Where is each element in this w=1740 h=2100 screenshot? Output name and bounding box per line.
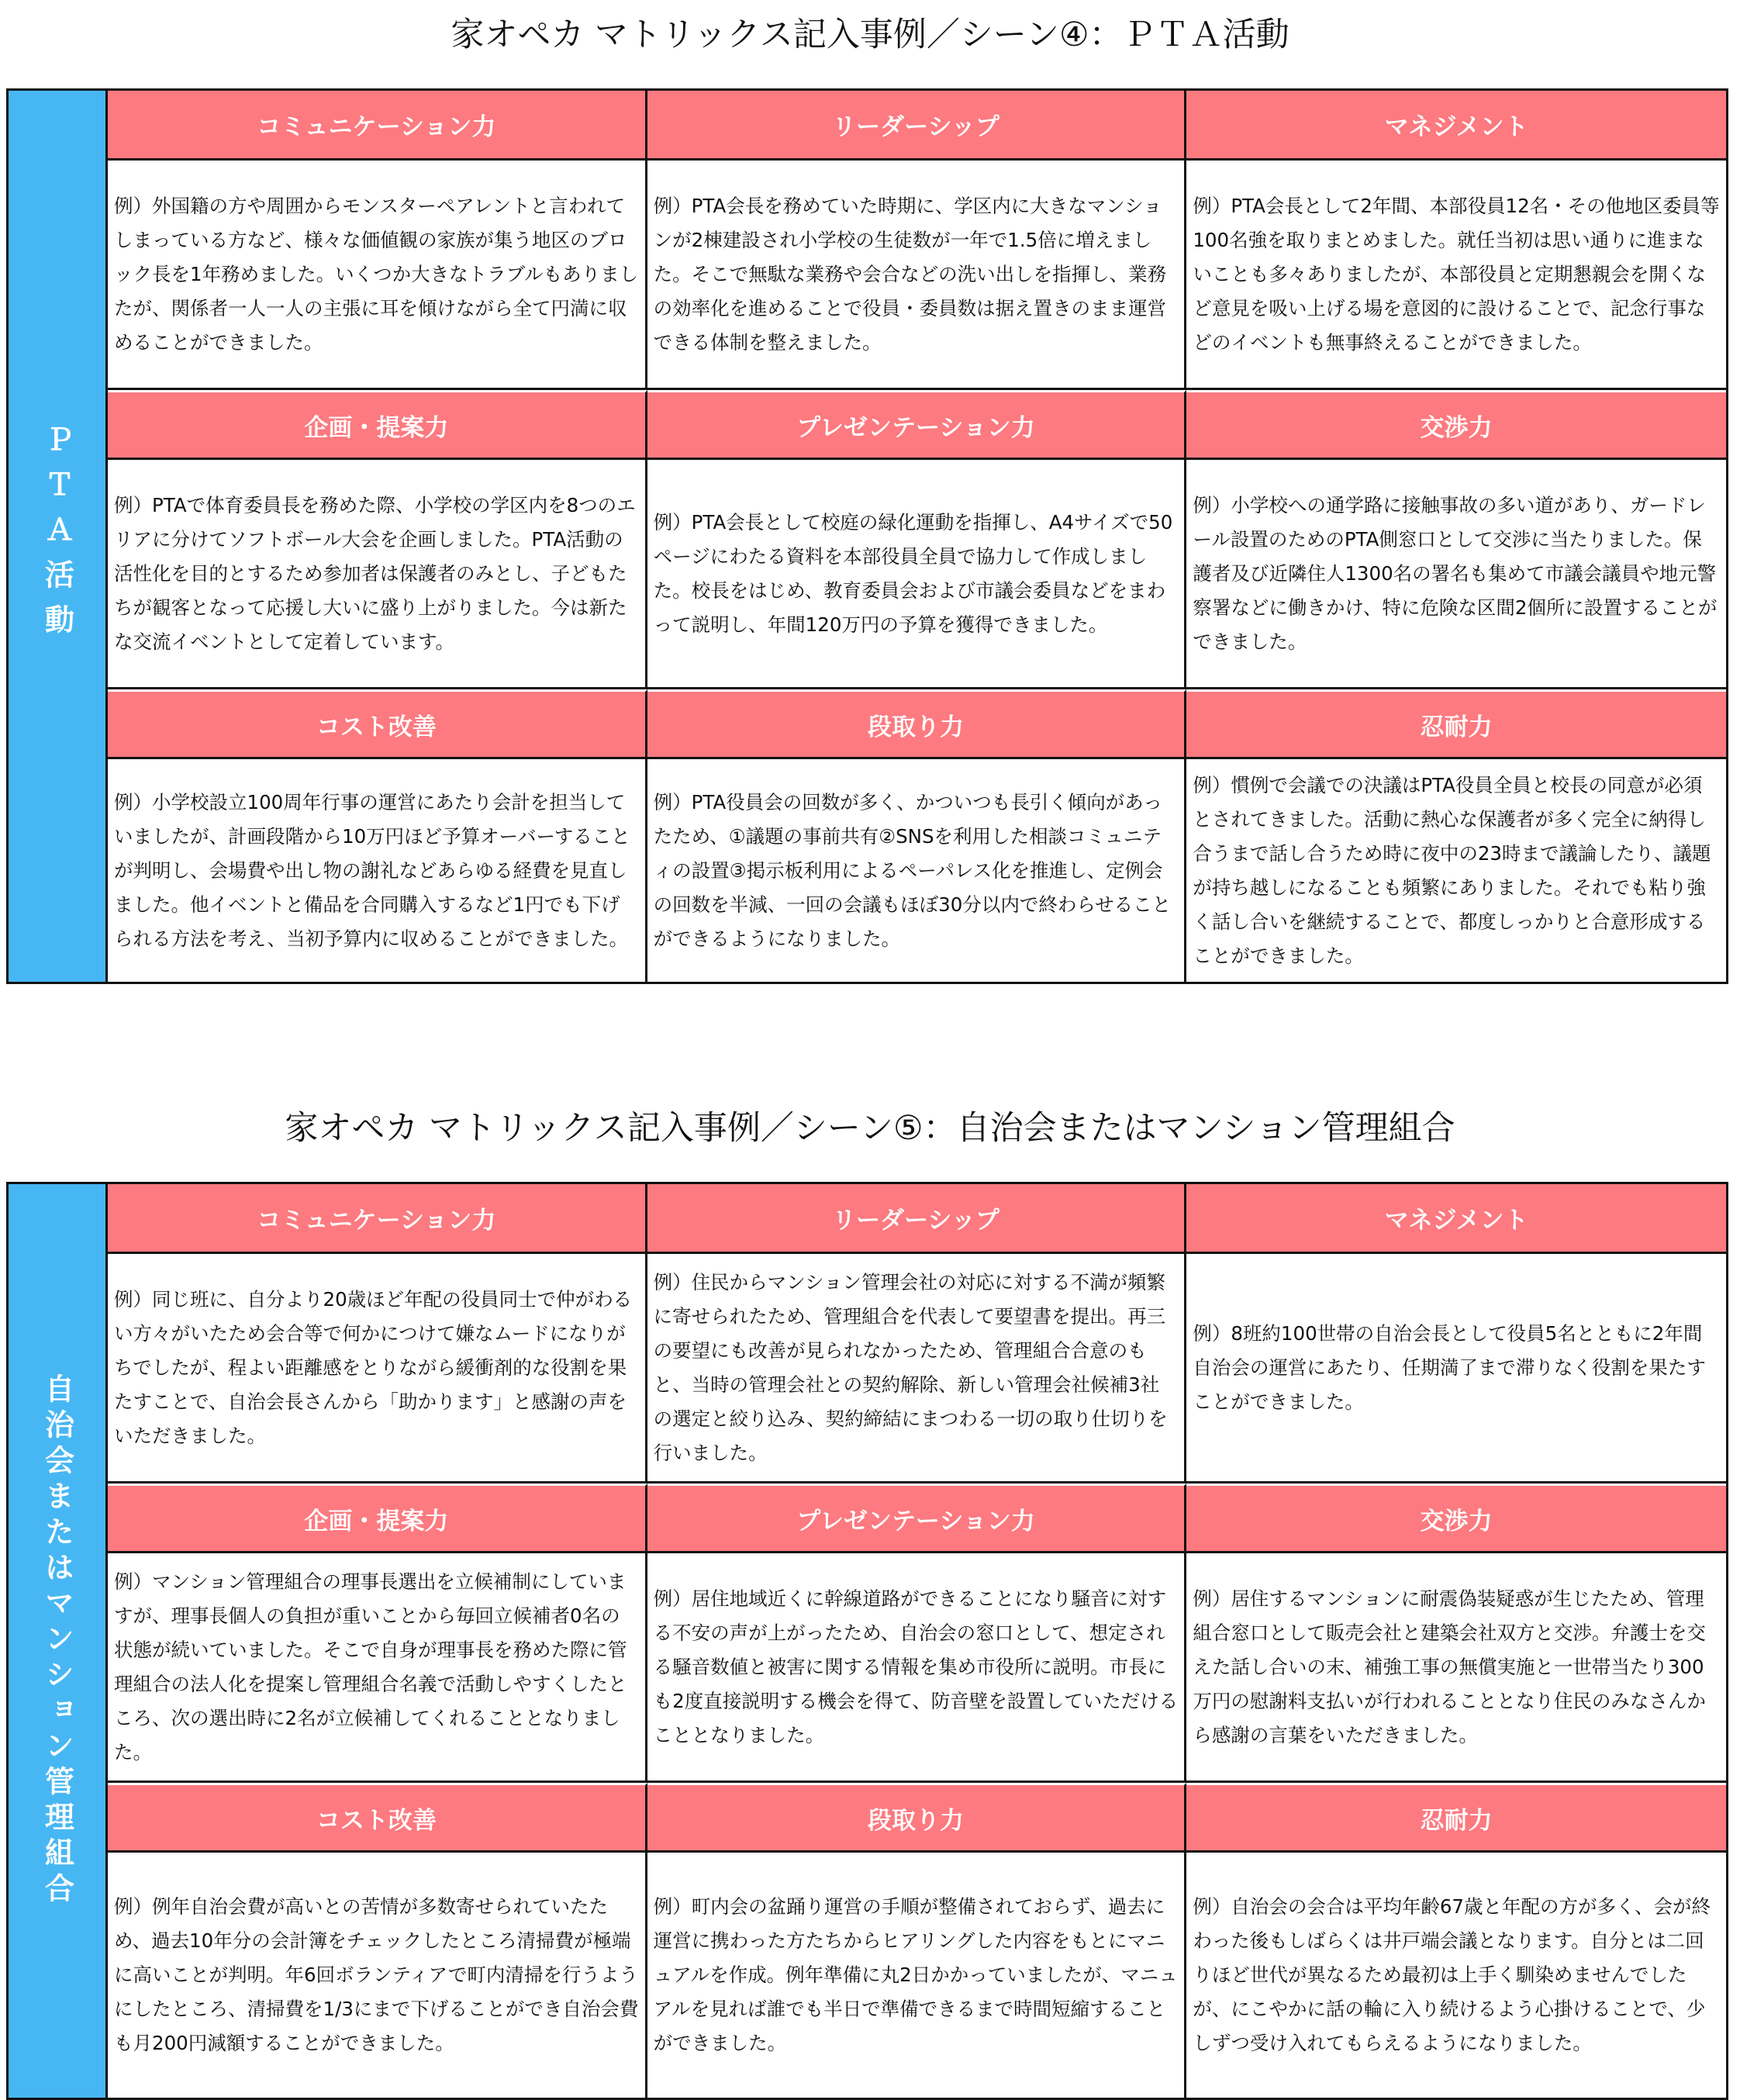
skill-heading-negotiation: 交渉力 <box>1186 1483 1726 1553</box>
example-planning <box>108 460 647 689</box>
example-presentation <box>647 1553 1187 1783</box>
section-title: 家オペカ マトリックス記入事例／シーン④：ＰＴＡ活動 <box>451 16 1289 54</box>
example-text: 例）町内会の盆踊り運営の手順が整備されておらず、過去に運営に携わった方たちからヒアリングした内容をもとにマニュアルを作成。例年準備に丸2日かかっていましたが、マニュアルを見れば誰でも半日で準備できるまで時間短縮することができました。 <box>653 1895 1178 2054</box>
example-communication <box>108 161 647 390</box>
example-text: 例）住民からマンション管理会社の対応に対する不満が頻繁に寄せられたため、管理組合を代表して要望書を提出。再三の要望にも改善が見られなかったため、管理組合合意のもと、当時の管理会社との契約解除、新しい管理会社候補3社の選定と絞り込み、契約締結にまつわる一切の取り仕切りを行いました。 <box>653 1270 1168 1464</box>
example-communication <box>108 1254 647 1483</box>
scene-side-label <box>9 1184 108 2098</box>
example-planning <box>108 1553 647 1783</box>
skill-heading-cost: コスト改善 <box>108 689 647 759</box>
skill-heading-negotiation: 交渉力 <box>1186 390 1726 460</box>
example-presentation <box>647 460 1187 689</box>
example-text: 例）PTA会長として2年間、本部役員12名・その他地区委員等100名強を取りまとめました。就任当初は思い通りに進まないことも多々ありましたが、本部役員と定期懇親会を開くなど意見を吸い上げる場を意図的に設けることで、記念行事などのイベントも無事終えることができました。 <box>1193 194 1720 354</box>
skill-heading-planning: 企画・提案力 <box>108 1483 647 1553</box>
example-cost <box>108 759 647 982</box>
example-negotiation <box>1186 1553 1726 1783</box>
skill-heading-communication: コミュニケーション力 <box>108 91 647 161</box>
example-arrangement <box>647 1853 1187 2098</box>
example-text: 例）小学校への通学路に接触事故の多い道があり、ガードレール設置のためのPTA側窓口として交渉に当たりました。保護者及び近隣住人1300名の署名も集めて市議会議員や地元警察署などに働きかけ、特に危険な区間2個所に設置することができました。 <box>1193 493 1718 653</box>
example-text: 例）居住するマンションに耐震偽装疑惑が生じたため、管理組合窓口として販売会社と建築会社双方と交渉。弁護士を交えた話し合いの末、補強工事の無償実施と一世帯当たり300万円の慰謝料支払いが行われることとなり住民のみなさんから感謝の言葉をいただきました。 <box>1193 1587 1706 1746</box>
example-text: 例）慣例で会議での決議はPTA役員全員と校長の同意が必須とされてきました。活動に熱心な保護者が多く完全に納得し合うまで話し合うため時に夜中の23時まで議論したり、議題が持ち越しになることも頻繁にありました。それでも粘り強く話し合いを継続することで、都度しっかりと合意形成することができました。 <box>1193 773 1711 967</box>
example-text: 例）外国籍の方や周囲からモンスターペアレントと言われてしまっている方など、様々な価値観の家族が集う地区のブロック長を1年務めました。いくつか大きなトラブルもありましたが、関係者一人一人の主張に耳を傾けながら全て円満に収めることができました。 <box>114 194 639 354</box>
skill-heading-cost: コスト改善 <box>108 1783 647 1853</box>
example-negotiation <box>1186 460 1726 689</box>
example-cost <box>108 1853 647 2098</box>
example-text: 例）自治会の会合は平均年齢67歳と年配の方が多く、会が終わった後もしばらくは井戸端会議となります。自分とは二回りほど世代が異なるため最初は上手く馴染めませんでしたが、にこやかに話の輪に入り続けるよう心掛けることで、少しずつ受け入れてもらえるようになりました。 <box>1193 1895 1711 2054</box>
example-arrangement <box>647 759 1187 982</box>
skill-heading-presentation: プレゼンテーション力 <box>647 1483 1187 1553</box>
example-text: 例）PTA会長として校庭の緑化運動を指揮し、A4サイズで50ページにわたる資料を本部役員全員で協力して作成しました。校長をはじめ、教育委員会および市議会委員などをまわって説明し、年間120万円の予算を獲得できました。 <box>653 510 1173 636</box>
example-management <box>1186 1254 1726 1483</box>
example-leadership <box>647 161 1187 390</box>
example-text: 例）居住地域近くに幹線道路ができることになり騒音に対する不安の声が上がったため、自治会の窓口として、想定される騒音数値と被害に関する情報を集め市役所に説明。市長にも2度直接説明する機会を得て、防音壁を設置していただけることとなりました。 <box>653 1587 1179 1746</box>
skill-heading-patience: 忍耐力 <box>1186 1783 1726 1853</box>
matrix-grid <box>108 1184 1726 2098</box>
matrix-grid <box>108 91 1726 982</box>
example-patience <box>1186 759 1726 982</box>
scene-label-text: 自治会またはマンション管理組合 <box>40 1373 74 1908</box>
skill-heading-patience: 忍耐力 <box>1186 689 1726 759</box>
skill-matrix <box>6 88 1728 984</box>
example-leadership <box>647 1254 1187 1483</box>
example-text: 例）PTA会長を務めていた時期に、学区内に大きなマンションが2棟建設され小学校の生徒数が一年で1.5倍に増えました。そこで無駄な業務や会合などの洗い出しを指揮し、業務の効率化を進めることで役員・委員数は据え置きのまま運営できる体制を整えました。 <box>653 194 1167 354</box>
scene-label-text: ＰＴＡ活動 <box>40 423 74 649</box>
example-patience <box>1186 1853 1726 2098</box>
example-text: 例）例年自治会費が高いとの苦情が多数寄せられていたため、過去10年分の会計簿をチェックしたところ清掃費が極端に高いことが判明。年6回ボランティアで町内清掃を行うようにしたところ、清掃費を1/3にまで下げることができ自治会費も月200円減額することができました。 <box>114 1895 639 2054</box>
skill-heading-management: マネジメント <box>1186 91 1726 161</box>
skill-heading-management: マネジメント <box>1186 1184 1726 1254</box>
skill-heading-arrangement: 段取り力 <box>647 1783 1187 1853</box>
skill-heading-leadership: リーダーシップ <box>647 91 1187 161</box>
example-management <box>1186 161 1726 390</box>
section-title: 家オペカ マトリックス記入事例／シーン⑤：自治会またはマンション管理組合 <box>285 1109 1455 1148</box>
skill-heading-planning: 企画・提案力 <box>108 390 647 460</box>
skill-heading-leadership: リーダーシップ <box>647 1184 1187 1254</box>
skill-heading-communication: コミュニケーション力 <box>108 1184 647 1254</box>
example-text: 例）PTA役員会の回数が多く、かついつも長引く傾向があったため、①議題の事前共有②SNSを利用した相談コミュニティの設置③掲示板利用によるペーパレス化を推進し、定例会の回数を半減、一回の会議もほぼ30分以内で終わらせることができるようになりました。 <box>653 790 1172 950</box>
skill-heading-arrangement: 段取り力 <box>647 689 1187 759</box>
example-text: 例）PTAで体育委員長を務めた際、小学校の学区内を8つのエリアに分けてソフトボール大会を企画しました。PTA活動の活性化を目的とするため参加者は保護者のみとし、子どもたちが観客となって応援し大いに盛り上がりました。今は新たな交流イベントとして定着しています。 <box>114 493 636 653</box>
example-text: 例）マンション管理組合の理事長選出を立候補制にしていますが、理事長個人の負担が重いことから毎回立候補者0名の状態が続いていました。そこで自身が理事長を務めた際に管理組合の法人化を提案し管理組合名義で活動しやすくしたところ、次の選出時に2名が立候補してくれることとなりました。 <box>114 1570 627 1763</box>
scene-side-label <box>9 91 108 982</box>
skill-matrix <box>6 1182 1728 2100</box>
skill-heading-presentation: プレゼンテーション力 <box>647 390 1187 460</box>
example-text: 例）小学校設立100周年行事の運営にあたり会計を担当していましたが、計画段階から10万円ほど予算オーバーすることが判明し、会場費や出し物の謝礼などあらゆる経費を見直しました。他イベントと備品を合同購入するなど1円でも下げられる方法を考え、当初予算内に収めることができました。 <box>114 790 630 950</box>
example-text: 例）同じ班に、自分より20歳ほど年配の役員同士で仲がわるい方々がいたため会合等で何かにつけて嫌なムードになりがちでしたが、程よい距離感をとりながら緩衝剤的な役割を果たすことで、自治会長さんから「助かります」と感謝の声をいただきました。 <box>114 1287 633 1447</box>
example-text: 例）8班約100世帯の自治会長として役員5名とともに2年間自治会の運営にあたり、任期満了まで滞りなく役割を果たすことができました。 <box>1193 1321 1706 1413</box>
